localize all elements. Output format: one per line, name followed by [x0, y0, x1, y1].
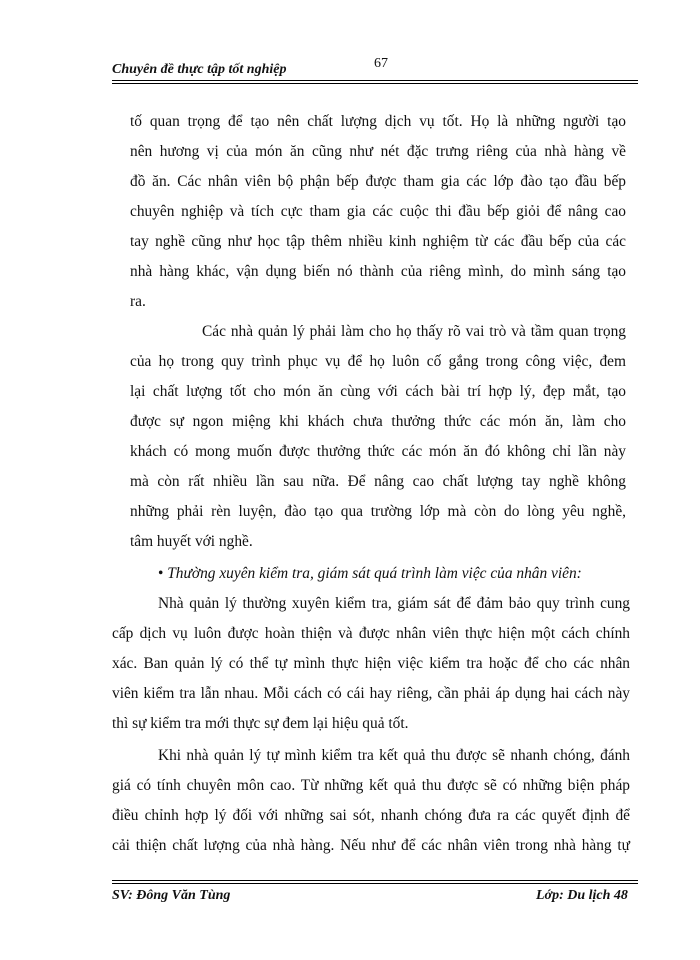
- text-line: Nhà quản lý thường xuyên kiểm tra, giám sát để đảm bảo quy trình cung: [158, 595, 630, 612]
- text-line: nên hương vị của món ăn cũng như nét đặc trưng riêng của nhà hàng về: [130, 143, 626, 160]
- page-number: 67: [374, 56, 388, 71]
- text-line: viên kiểm tra lẫn nhau. Mỗi cách có cái hay riêng, cần phải áp dụng hai cách này: [112, 685, 630, 702]
- header-rule: [112, 80, 638, 81]
- text-line: của họ trong quy trình phục vụ để họ luôn cố gắng trong công việc, đem: [130, 353, 626, 370]
- text-line: lại chất lượng tốt cho món ăn cùng với cách bài trí hợp lý, đẹp mắt, tạo: [130, 383, 626, 400]
- text-line: đồ ăn. Các nhân viên bộ phận bếp được tham gia các lớp đào tạo đầu bếp: [130, 173, 626, 190]
- text-line: những phải rèn luyện, đào tạo qua trường lớp mà còn do lòng yêu nghề,: [130, 503, 626, 520]
- text-line: giá có tính chuyên môn cao. Từ những kết quả thu được sẽ có những biện pháp: [112, 777, 630, 794]
- text-line: chuyên nghiệp và tích cực tham gia các cuộc thi đầu bếp giỏi để nâng cao: [130, 203, 626, 220]
- bullet-text: Thường xuyên kiểm tra, giám sát quá trình làm việc của nhân viên:: [167, 565, 582, 582]
- header-title: Chuyên đề thực tập tốt nghiệp: [112, 62, 287, 77]
- text-line: xác. Ban quản lý có thể tự mình thực hiện việc kiểm tra hoặc để cho các nhân: [112, 655, 630, 672]
- text-line: khách có mong muốn được thưởng thức các món ăn đó không chỉ lần này: [130, 443, 626, 460]
- page-header: [112, 56, 638, 80]
- text-line: mà còn rất nhiều lần sau nữa. Để nâng cao chất lượng tay nghề không: [130, 473, 626, 490]
- text-line: tố quan trọng để tạo nên chất lượng dịch vụ tốt. Họ là những người tạo: [130, 113, 626, 130]
- footer-rule: [112, 880, 638, 881]
- text-line: cấp dịch vụ luôn được hoàn thiện và được nhân viên thực hiện một cách chính: [112, 625, 630, 642]
- text-line: được sự ngon miệng khi khách chưa thưởng thức các món ăn, làm cho: [130, 413, 626, 430]
- footer-student: SV: Đông Văn Tùng: [112, 888, 231, 903]
- text-line: tay nghề cũng như học tập thêm nhiều kinh nghiệm từ các đầu bếp của các: [130, 233, 626, 250]
- bullet-icon: •: [158, 565, 164, 582]
- text-line: Các nhà quản lý phải làm cho họ thấy rõ vai trò và tầm quan trọng: [202, 323, 626, 340]
- text-line: nhà hàng khác, vận dụng biến nó thành của riêng mình, do mình sáng tạo: [130, 263, 626, 280]
- text-line: cải thiện chất lượng của nhà hàng. Nếu như để các nhân viên trong nhà hàng tự: [112, 837, 630, 854]
- text-line: tâm huyết với nghề.: [130, 533, 253, 550]
- text-line: ra.: [130, 293, 146, 310]
- text-line: Khi nhà quản lý tự mình kiểm tra kết quả thu được sẽ nhanh chóng, đánh: [158, 747, 630, 764]
- text-line: điều chỉnh hợp lý đối với những sai sót, nhanh chóng đưa ra các quyết định để: [112, 807, 630, 824]
- header-rule-thin: [112, 83, 638, 84]
- bullet-heading: [158, 564, 582, 584]
- footer-rule-thin: [112, 883, 638, 884]
- text-line: thì sự kiểm tra mới thực sự đem lại hiệu quả tốt.: [112, 715, 409, 732]
- footer-class: Lớp: Du lịch 48: [536, 888, 628, 903]
